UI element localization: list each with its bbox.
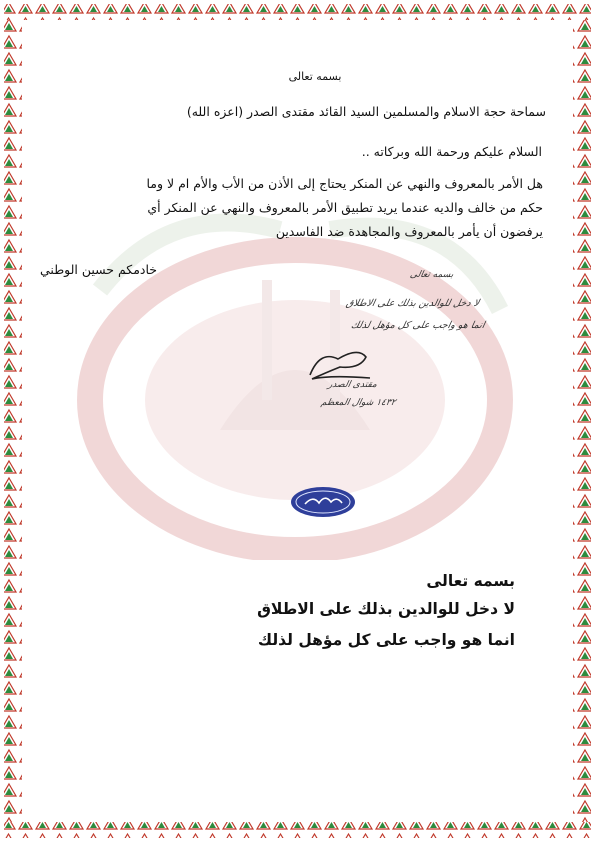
question-paragraph	[41, 172, 543, 244]
question-line-1: هل الأمر بالمعروف والنهي عن المنكر يحتاج إلى الأذن من الأب والأم ام لا وما	[146, 176, 543, 191]
handwritten-signature	[300, 345, 380, 385]
letter-salutation: السلام عليكم ورحمة الله وبركاته ..	[361, 144, 542, 159]
reply-basmala: بسمه تعالى	[426, 572, 515, 590]
letter-addressee: سماحة حجة الاسلام والمسلمين السيد القائد مقتدى الصدر (اعزه الله)	[186, 104, 546, 119]
handwritten-date: ١٤٣٢ شوال المعظم	[319, 398, 397, 408]
reply-line-1: لا دخل للوالدين بذلك على الاطلاق	[257, 600, 515, 618]
letter-basmala: بسمه تعالى	[288, 70, 342, 83]
handwritten-basmala: بسمه تعالى	[408, 270, 455, 280]
letter-signer: خادمكم حسين الوطني	[40, 262, 158, 277]
question-line-2: حكم من خالف والديه عندما يريد تطبيق الأمر بالمعروف والنهي عن المنكر أي	[147, 200, 543, 215]
reply-line-2: انما هو واجب على كل مؤهل لذلك	[257, 631, 515, 649]
handwritten-line-1: لا دخل للوالدين بذلك على الاطلاق	[344, 298, 481, 309]
handwritten-office: مقتدى الصدر	[327, 380, 379, 390]
question-line-3: يرفضون أن يأمر بالمعروف والمجاهدة ضد الفاسدين	[275, 224, 543, 239]
handwritten-line-2: انما هو واجب على كل مؤهل لذلك	[350, 320, 487, 331]
blue-oval-seal-icon	[289, 485, 357, 519]
